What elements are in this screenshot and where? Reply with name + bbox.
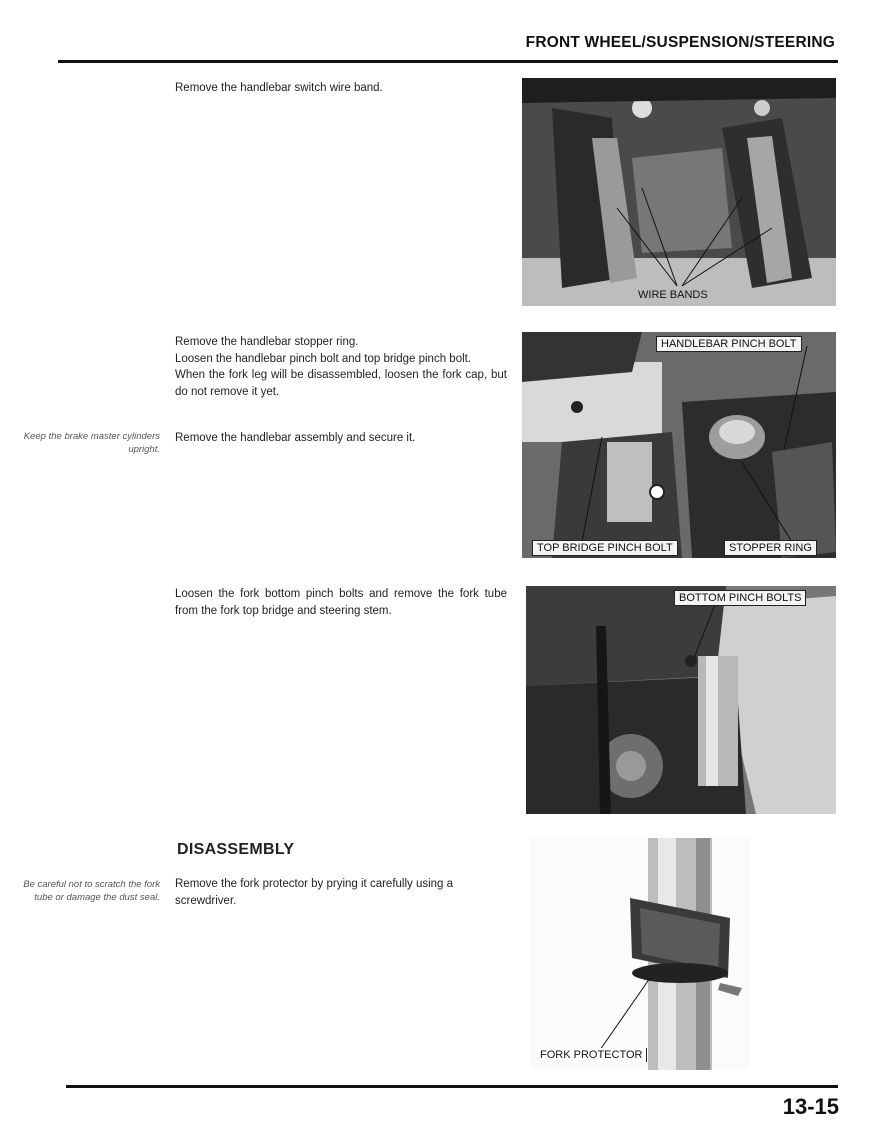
- callout-wire-bands: WIRE BANDS: [638, 289, 708, 301]
- callout-handlebar-pinch-bolt: HANDLEBAR PINCH BOLT: [656, 336, 802, 352]
- note-brake-cylinders: Keep the brake master cylinders upright.: [23, 431, 160, 455]
- callout-top-bridge-pinch-bolt: TOP BRIDGE PINCH BOLT: [532, 540, 678, 556]
- step-block-handlebar: [175, 334, 507, 400]
- note-scratch-warning: Be careful not to scratch the fork tube or damage the dust seal.: [23, 879, 160, 903]
- figure-fork-protector: [530, 838, 750, 1070]
- page-number: 13-15: [782, 1094, 839, 1119]
- section-heading-disassembly: DISASSEMBLY: [177, 841, 295, 858]
- step-wire-band: Remove the handlebar switch wire band.: [175, 82, 383, 94]
- footer-rule: [66, 1085, 838, 1088]
- step-stopper-ring: Remove the handlebar stopper ring.: [175, 336, 359, 348]
- header-rule: [58, 60, 838, 63]
- step-handlebar-assembly: Remove the handlebar assembly and secure it.: [175, 432, 416, 444]
- callout-fork-protector: FORK PROTECTOR: [536, 1048, 647, 1062]
- step-pinch-bolt: Loosen the handlebar pinch bolt and top bridge pinch bolt.: [175, 352, 472, 365]
- figure-wire-bands: [522, 78, 836, 306]
- step-fork-protector: Remove the fork protector by prying it carefully using a screwdriver.: [175, 878, 454, 907]
- callout-stopper-ring: STOPPER RING: [724, 540, 817, 556]
- page-header-title: FRONT WHEEL/SUSPENSION/STEERING: [525, 34, 835, 51]
- callout-bottom-pinch-bolts: BOTTOM PINCH BOLTS: [674, 590, 806, 606]
- figure-handlebar-bolts: [522, 332, 836, 558]
- step-fork-cap: When the fork leg will be disassembled, loosen the fork cap, but do not remove it yet.: [175, 369, 507, 398]
- step-bottom-pinch: Loosen the fork bottom pinch bolts and remove the fork tube from the fork top bridge and steering stem.: [175, 588, 507, 617]
- figure-bottom-pinch-bolts: [526, 586, 836, 814]
